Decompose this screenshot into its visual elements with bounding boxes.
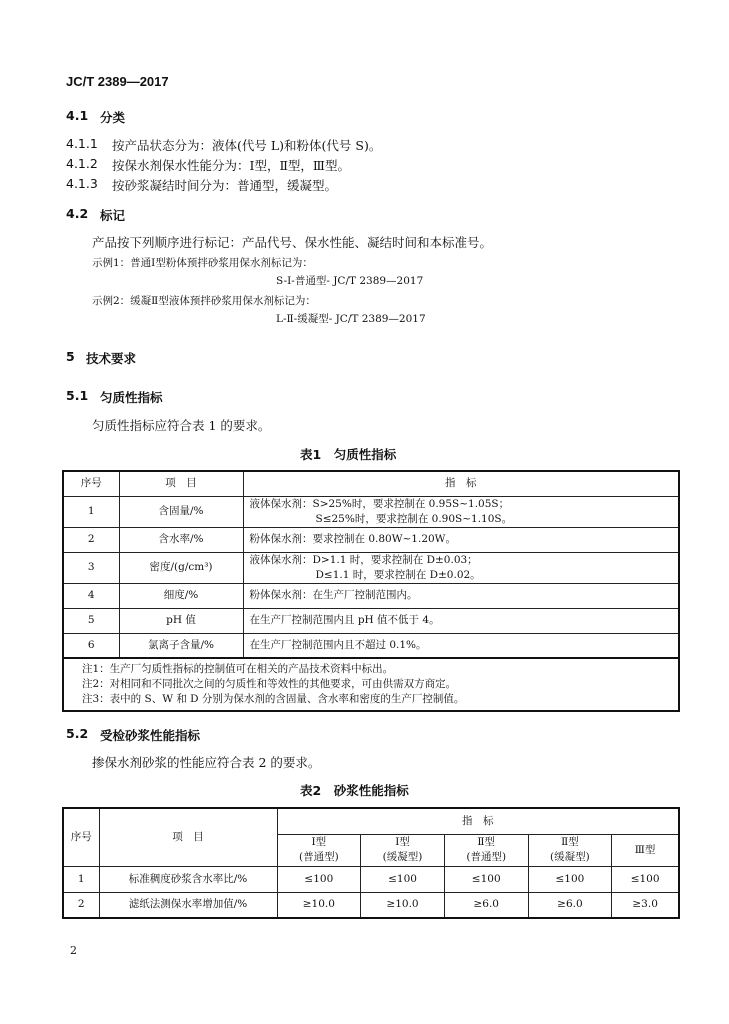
clause-4-1-3-text: 按砂浆凝结时间分为：普通型，缓凝型。 <box>112 178 338 193</box>
section-4-2-title: 标记 <box>100 208 126 223</box>
row-value: ≥6.0 <box>444 892 528 918</box>
example-1-label: 示例1：普通Ⅰ型粉体预拌砂浆用保水剂标记为： <box>92 257 313 269</box>
row-value: ≤100 <box>528 866 612 892</box>
row-index: 粉体保水剂：要求控制在 0.80W~1.20W。 <box>243 527 679 552</box>
clause-4-1-3-number: 4.1.3 <box>66 176 98 191</box>
section-5-2-number: 5.2 <box>66 726 89 741</box>
table-row <box>63 527 679 552</box>
section-5-title: 技术要求 <box>86 351 137 366</box>
table-1-homogeneity <box>62 470 680 712</box>
row-value: ≤100 <box>612 866 679 892</box>
row-index: 液体保水剂：D>1.1 时，要求控制在 D±0.03； D≤1.1 时，要求控制在 D±0.02。 <box>243 552 679 583</box>
row-item: 标准稠度砂浆含水率比/% <box>99 866 277 892</box>
row-value: ≤100 <box>444 866 528 892</box>
table-2-col-type: Ⅱ型 (缓凝型) <box>528 834 612 866</box>
row-item: 含水率/% <box>119 527 243 552</box>
clause-4-1-1-number: 4.1.1 <box>66 136 98 151</box>
row-index: 在生产厂控制范围内且不超过 0.1%。 <box>243 633 679 658</box>
example-2-label: 示例2：缓凝Ⅱ型液体预拌砂浆用保水剂标记为： <box>92 295 316 307</box>
row-number: 5 <box>63 608 119 633</box>
table-1-note-2: 注2：对相同和不同批次之间的匀质性和等效性的其他要求，可由供需双方商定。 <box>82 678 457 690</box>
row-number: 2 <box>63 527 119 552</box>
section-4-2-number: 4.2 <box>66 206 89 221</box>
table-2-col-type: Ⅱ型 (普通型) <box>444 834 528 866</box>
row-number: 2 <box>63 892 99 918</box>
section-5-1-paragraph: 匀质性指标应符合表 1 的要求。 <box>92 418 271 433</box>
table-1-note-3: 注3：表中的 S、W 和 D 分别为保水剂的含固量、含水率和密度的生产厂控制值。 <box>82 693 465 705</box>
row-value: ≥10.0 <box>277 892 361 918</box>
table-2-col-type: Ⅰ型 (缓凝型) <box>361 834 445 866</box>
table-2-header-no: 序号 <box>63 808 99 866</box>
table-row <box>63 892 679 918</box>
section-4-1-title: 分类 <box>100 110 126 125</box>
row-number: 1 <box>63 496 119 527</box>
example-2-marking: L-Ⅱ-缓凝型- JC/T 2389—2017 <box>276 313 426 325</box>
clause-4-1-2-text: 按保水剂保水性能分为：Ⅰ型，Ⅱ型，Ⅲ型。 <box>112 158 350 173</box>
table-row <box>63 552 679 583</box>
table-1-note-1: 注1：生产厂匀质性指标的控制值可在相关的产品技术资料中标出。 <box>82 663 394 675</box>
row-number: 4 <box>63 583 119 608</box>
table-row <box>63 866 679 892</box>
section-5-2-paragraph: 掺保水剂砂浆的性能应符合表 2 的要求。 <box>92 755 321 770</box>
section-5-1-title: 匀质性指标 <box>100 390 163 405</box>
section-4-1-number: 4.1 <box>66 108 89 123</box>
table-row <box>63 583 679 608</box>
standard-code-header: JC/T 2389—2017 <box>66 74 169 89</box>
clause-4-1-1-text: 按产品状态分为：液体(代号 L)和粉体(代号 S)。 <box>112 138 382 153</box>
row-index: 粉体保水剂：在生产厂控制范围内。 <box>243 583 679 608</box>
table-1-header-index: 指 标 <box>243 471 679 496</box>
table-row <box>63 608 679 633</box>
clause-4-1-2-number: 4.1.2 <box>66 156 98 171</box>
table-1-notes <box>63 658 679 711</box>
section-5-1-number: 5.1 <box>66 388 89 403</box>
row-item: 氯离子含量/% <box>119 633 243 658</box>
table-2-caption: 表2 砂浆性能指标 <box>300 783 409 798</box>
row-item: 滤纸法测保水率增加值/% <box>99 892 277 918</box>
row-item: 含固量/% <box>119 496 243 527</box>
row-number: 6 <box>63 633 119 658</box>
row-number: 3 <box>63 552 119 583</box>
table-row <box>63 496 679 527</box>
row-value: ≤100 <box>361 866 445 892</box>
table-2-col-type: Ⅰ型 (普通型) <box>277 834 361 866</box>
page-number: 2 <box>70 944 77 957</box>
table-2-header-index: 指 标 <box>277 808 679 834</box>
table-1-header-no: 序号 <box>63 471 119 496</box>
section-5-number: 5 <box>66 349 75 364</box>
row-value: ≤100 <box>277 866 361 892</box>
marking-paragraph: 产品按下列顺序进行标记：产品代号、保水性能、凝结时间和本标准号。 <box>92 235 493 250</box>
table-1-caption: 表1 匀质性指标 <box>300 447 397 462</box>
table-2-header-item: 项 目 <box>99 808 277 866</box>
section-5-2-title: 受检砂浆性能指标 <box>100 728 201 743</box>
row-index: 在生产厂控制范围内且 pH 值不低于 4。 <box>243 608 679 633</box>
row-number: 1 <box>63 866 99 892</box>
row-item: 密度/(g/cm³) <box>119 552 243 583</box>
row-index: 液体保水剂：S>25%时，要求控制在 0.95S~1.05S； S≤25%时，要求控制在 0.90S~1.10S。 <box>243 496 679 527</box>
example-1-marking: S-Ⅰ-普通型- JC/T 2389—2017 <box>276 275 424 287</box>
row-item: pH 值 <box>119 608 243 633</box>
row-value: ≥10.0 <box>361 892 445 918</box>
table-2-col-type: Ⅲ型 <box>612 834 679 866</box>
row-item: 细度/% <box>119 583 243 608</box>
table-row <box>63 633 679 658</box>
row-value: ≥6.0 <box>528 892 612 918</box>
table-1-header-item: 项 目 <box>119 471 243 496</box>
table-2-mortar-performance <box>62 807 680 919</box>
row-value: ≥3.0 <box>612 892 679 918</box>
